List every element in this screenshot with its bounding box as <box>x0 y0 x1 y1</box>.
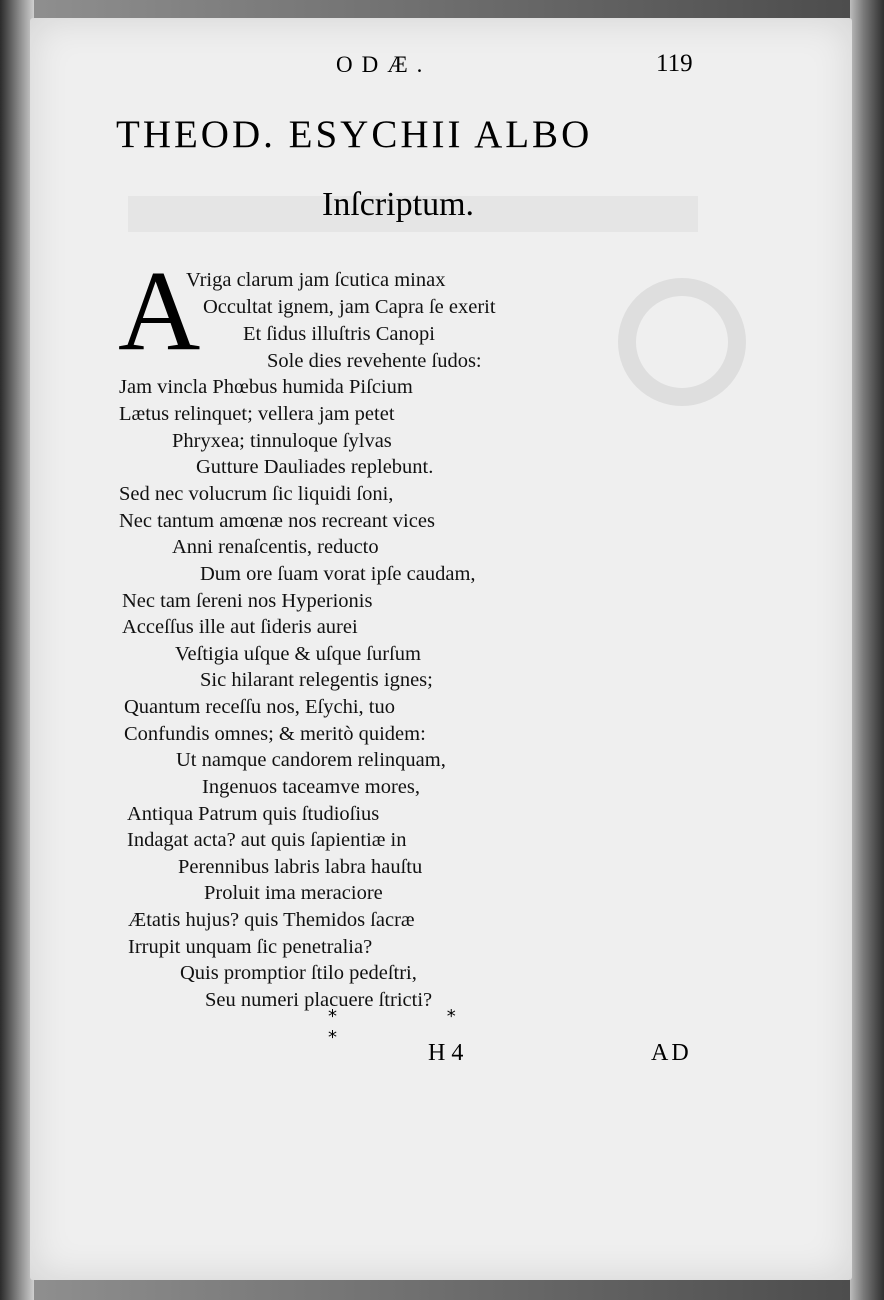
poem-line: Dum ore ſuam vorat ipſe caudam, <box>200 563 476 585</box>
poem-line: Quantum receſſu nos, Eſychi, tuo <box>124 696 395 718</box>
poem-line: Nec tantum amœnæ nos recreant vices <box>119 510 435 532</box>
poem-title: THEOD. ESYCHII ALBO <box>116 113 593 156</box>
poem-line: Phryxea; tinnuloque ſylvas <box>172 430 392 452</box>
running-title: ODÆ. <box>336 52 432 77</box>
poem-line: Lætus relinquet; vellera jam petet <box>119 403 395 425</box>
poem-line: Acceſſus ille aut ſideris aurei <box>122 616 358 638</box>
poem-line: Proluit ima meraciore <box>204 882 383 904</box>
signature-mark: H 4 <box>428 1040 464 1066</box>
poem-line: Antiqua Patrum quis ſtudioſius <box>127 803 380 825</box>
poem-line: Gutture Dauliades replebunt. <box>196 456 434 478</box>
poem-line: Perennibus labris labra hauſtu <box>178 856 423 878</box>
poem-line: Confundis omnes; & meritò quidem: <box>124 723 426 745</box>
poem-line: Quis promptior ſtilo pedeſtri, <box>180 962 417 984</box>
page-number: 119 <box>656 50 693 77</box>
book-gutter-left <box>0 0 34 1300</box>
drop-cap: A <box>118 247 201 374</box>
poem-line: Ingenuos taceamve mores, <box>202 776 421 798</box>
poem-line: Seu numeri placuere ſtricti? <box>205 989 433 1011</box>
book-edge-right <box>850 0 884 1300</box>
poem-subtitle: Inſcriptum. <box>322 186 475 223</box>
poem-line: Irrupit unquam ſic penetralia? <box>128 936 373 958</box>
poem-line: Et ſidus illuſtris Canopi <box>243 323 435 345</box>
poem-line: Anni renaſcentis, reducto <box>172 536 379 558</box>
poem-line: Veſtigia uſque & uſque ſurſum <box>175 643 421 665</box>
catchword: AD <box>651 1040 692 1066</box>
asterism-ornament: * * * <box>328 1006 508 1048</box>
poem-line: Vriga clarum jam ſcutica minax <box>186 269 446 291</box>
poem-line: Indagat acta? aut quis ſapientiæ in <box>127 829 407 851</box>
poem-line: Nec tam ſereni nos Hyperionis <box>122 590 373 612</box>
poem-line: Jam vincla Phœbus humida Piſcium <box>119 376 413 398</box>
poem-line: Occultat ignem, jam Capra ſe exerit <box>203 296 496 318</box>
poem-line: Ut namque candorem relinquam, <box>176 749 446 771</box>
poem-line: Ætatis hujus? quis Themidos ſacræ <box>128 909 415 931</box>
poem-line: Sed nec volucrum ſic liquidi ſoni, <box>119 483 394 505</box>
show-through-letter-o <box>618 278 746 406</box>
poem-line: Sole dies revehente ſudos: <box>267 350 482 372</box>
poem-line: Sic hilarant relegentis ignes; <box>200 669 433 691</box>
